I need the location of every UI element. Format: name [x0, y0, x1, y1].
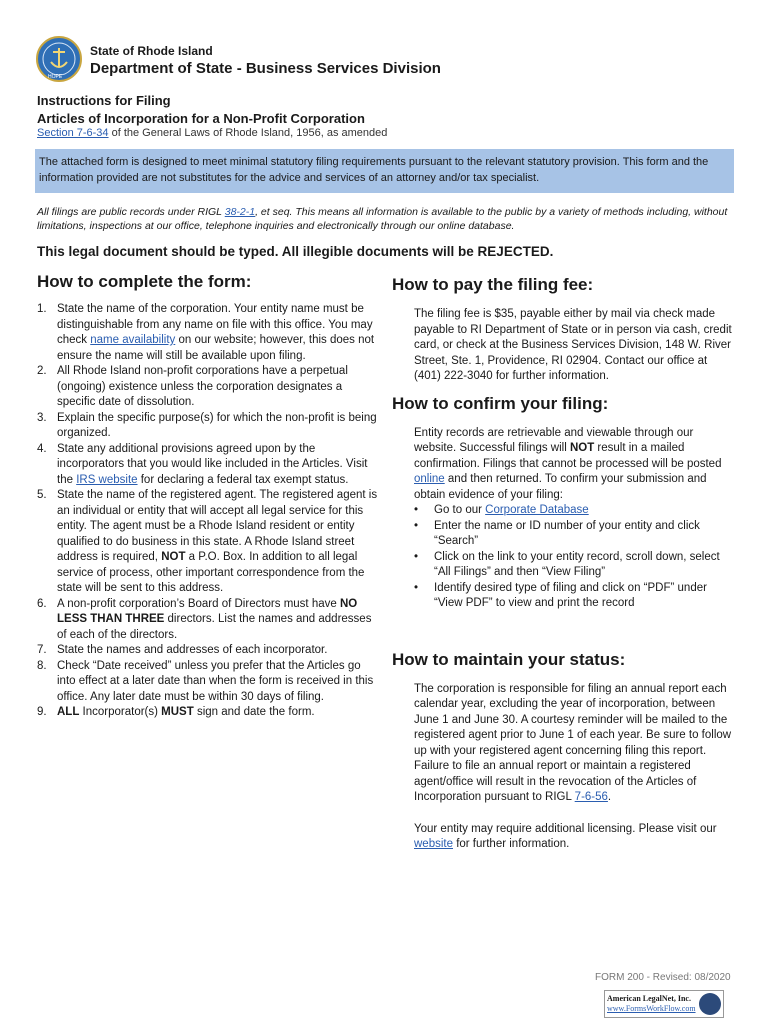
title-line-2: Articles of Incorporation for a Non-Profit Corporation [37, 111, 365, 126]
step-text: Click on the link to your entity record, scroll down, select “All Filings” and then “View Filing” [434, 550, 720, 578]
confirm-text-a: Entity records are retrievable and viewable through our website. Successful filings will [414, 426, 694, 454]
website-link[interactable]: website [414, 838, 453, 850]
list-item [37, 442, 382, 489]
rigl-link[interactable]: 38-2-1 [224, 206, 256, 218]
item-number: 3. [37, 411, 47, 424]
document-title [37, 92, 365, 128]
list-item [37, 597, 382, 644]
list-item [414, 503, 737, 519]
pay-heading: How to pay the filing fee: [392, 275, 594, 294]
list-item [37, 643, 382, 659]
name-availability-link[interactable]: name availability [90, 334, 176, 346]
legalnet-url[interactable]: www.FormsWorkFlow.com [607, 1004, 696, 1013]
confirm-steps [414, 503, 737, 612]
disclaimer-banner: The attached form is designed to meet minimal statutory filing requirements pursuant to the relevant statutory provision. This form and the information provided are not substitutes for the advice and services of an attorney and/or tax specialist. [35, 149, 734, 193]
statute-reference-text: of the General Laws of Rhode Island, 1956, as amended [108, 127, 388, 139]
state-name: State of Rhode Island [90, 44, 213, 58]
corporate-database-link[interactable]: Corporate Database [485, 504, 589, 516]
globe-icon [699, 993, 721, 1015]
licensing-text-post: for further information. [453, 838, 570, 850]
confirm-text [414, 426, 737, 612]
item-number: 8. [37, 659, 47, 672]
list-item [37, 488, 382, 597]
bullet: • [414, 581, 419, 594]
legalnet-name: American LegalNet, Inc. [607, 994, 691, 1003]
online-link[interactable]: online [414, 473, 445, 485]
item-number: 2. [37, 365, 47, 377]
list-item [37, 302, 382, 364]
right-column [392, 275, 737, 853]
item-text: on our website; however, this does not ensure the name will still be available upon filing. [57, 334, 375, 362]
title-line-1: Instructions for Filing [37, 93, 171, 108]
step-text: Enter the name or ID number of your entity and click “Search” [434, 519, 700, 547]
section-link[interactable]: Section 7-6-34 [37, 127, 109, 139]
seal-motto: HOPE [48, 74, 63, 80]
item-text: Incorporator(s) [79, 706, 162, 718]
rigl-7-6-56-link[interactable]: 7-6-56 [574, 791, 608, 803]
maintain-paragraph-end: . [607, 791, 612, 803]
confirm-text-b: result in a mailed confirmation. Filings that cannot be processed will be posted [414, 442, 722, 470]
bullet: • [414, 504, 419, 516]
confirm-text-c: and then returned. To confirm your submission and obtain evidence of your filing: [414, 473, 707, 501]
statute-reference [37, 127, 387, 139]
department-name: Department of State - Business Services Division [90, 60, 441, 77]
item-number: 4. [37, 442, 47, 455]
licensing-text-pre: Your entity may require additional licensing. Please visit our [414, 822, 717, 835]
maintain-heading: How to maintain your status: [392, 649, 626, 669]
step-text: Go to our [434, 504, 486, 516]
item-text: State any additional provisions agreed upon by the incorporators that you would like included in the Articles. Visit the [57, 442, 368, 486]
pay-text: The filing fee is $35, payable either by mail via check made payable to RI Department of State or in person via cash, credit card, or check at the Business Services Division, 148 W. River Street, Ste. 1, Providence, RI 02904. Contact our office at (401) 222-3040 for further information. [414, 308, 732, 382]
bullet: • [414, 519, 419, 532]
form-revision: FORM 200 - Revised: 08/2020 [595, 972, 731, 983]
item-text: directors. List the names and addresses of each of the directors. [57, 613, 372, 641]
item-number: 9. [37, 706, 47, 718]
records-text-post: , et seq. This means all information is available to the public by a variety of methods including, without limitations, inspections at our office, telephone inquiries and electronically through our online database. [37, 206, 728, 232]
item-text: State the names and addresses of each incorporator. [57, 644, 328, 656]
item-number: 6. [37, 597, 47, 610]
records-text-pre: All filings are public records under RIGL [37, 206, 225, 218]
bullet: • [414, 550, 419, 563]
list-item [414, 550, 737, 581]
item-emphasis: NOT [161, 551, 186, 563]
item-text: Check “Date received” unless you prefer that the Articles go into effect at a later date than when the form is received in this office. Any later date must be within 30 days of filing. [57, 659, 374, 703]
item-emphasis: ALL [57, 706, 80, 718]
item-text: A non-profit corporation’s Board of Directors must have [57, 597, 340, 610]
item-number: 5. [37, 489, 47, 501]
legalnet-badge [604, 990, 724, 1018]
item-number: 1. [37, 303, 47, 315]
irs-website-link[interactable]: IRS website [76, 473, 138, 486]
step-text: Identify desired type of filing and click on “PDF” under “View PDF” to view and print the record [434, 581, 707, 609]
list-item [37, 705, 382, 721]
item-text: Explain the specific purpose(s) for which the non-profit is being organized. [57, 411, 377, 439]
maintain-text [414, 682, 737, 806]
item-text: a P.O. Box. In addition to all legal service of process, other important correspondence from the state will be sent to this address. [57, 551, 365, 594]
item-text: for declaring a federal tax exempt status. [137, 473, 349, 486]
complete-section [37, 272, 382, 721]
list-item [37, 659, 382, 706]
list-item [37, 364, 382, 411]
list-item [414, 581, 737, 612]
confirm-heading: How to confirm your filing: [392, 393, 609, 413]
legal-notice: This legal document should be typed. All illegible documents will be REJECTED. [37, 244, 554, 259]
confirm-emphasis: NOT [569, 442, 595, 454]
list-item [414, 519, 737, 550]
item-emphasis: MUST [161, 706, 194, 718]
licensing-text [414, 822, 737, 853]
maintain-paragraph: The corporation is responsible for filing an annual report each calendar year, excluding the year of incorporation, between June 1 and June 30. A courtesy reminder will be mailed to the registered agent prior to June 1 of each year. Be sure to follow up with your registered agent concerning filing this report. Failure to file an annual report or maintain a registered agent/office will result in the revocation of the Articles of Incorporation pursuant to RIGL [414, 682, 732, 803]
complete-heading: How to complete the form: [37, 272, 252, 291]
item-emphasis: NO LESS THAN THREE [57, 597, 358, 625]
public-records-notice [37, 205, 737, 233]
item-text: State the name of the registered agent. The registered agent is an individual or entity that will accept all legal service for this entity. The agent must be a Rhode Island resident or entity qualified to do business in this state. A Rhode Island street address is required, [57, 489, 378, 563]
item-text: All Rhode Island non-profit corporations have a perpetual (ongoing) existence unless the corporation designates a specific date of dissolution. [57, 365, 348, 408]
item-number: 7. [37, 644, 47, 656]
item-text: State the name of the corporation. Your entity name must be distinguishable from any name on file with this office. You may check [57, 303, 373, 346]
list-item [37, 411, 382, 442]
item-text: sign and date the form. [193, 706, 315, 718]
